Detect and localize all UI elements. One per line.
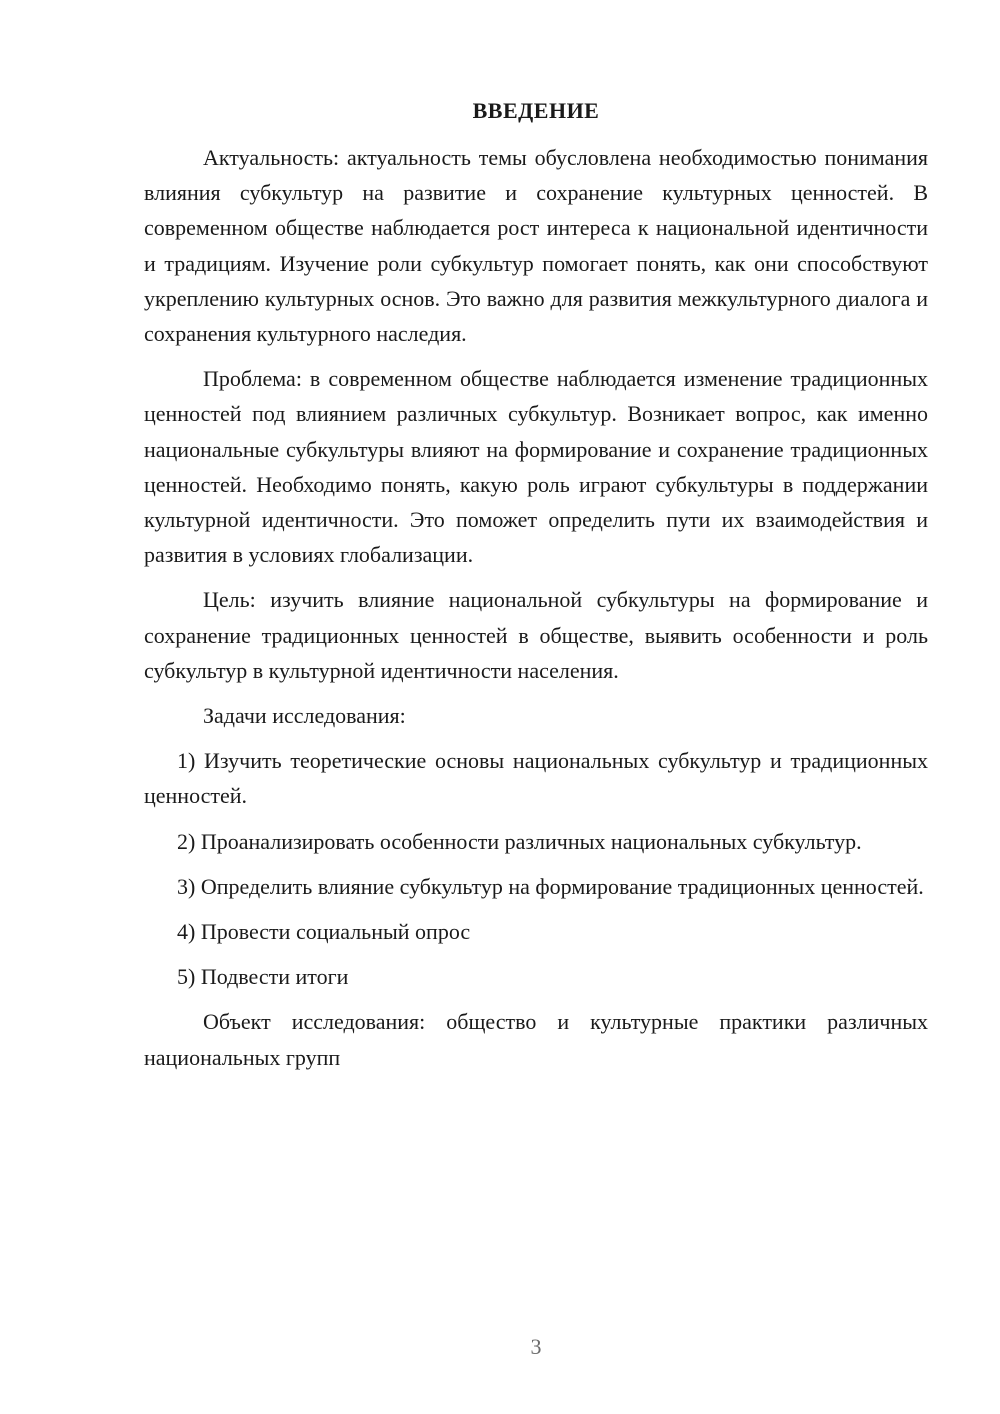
body-text <box>144 140 928 1085</box>
paragraph-tasks-heading: Задачи исследования: <box>203 703 406 729</box>
task-item-1: 1) Изучить теоретические основы национальных субкультур и традиционных ценностей. <box>144 748 928 809</box>
paragraph-relevance: Актуальность: актуальность темы обусловлена необходимостью понимания влияния субкультур на развитие и сохранение культурных ценностей. В современном обществе наблюдается рост интереса к национальной идентичности и традициям. Изучение роли субкультур помогает понять, как они способствуют укреплению культурных основ. Это важно для развития межкультурного диалога и сохранения культурного наследия. <box>144 145 928 347</box>
task-item-4: 4) Провести социальный опрос <box>177 919 471 945</box>
paragraph-object: Объект исследования: общество и культурные практики различных национальных групп <box>144 1009 928 1070</box>
task-item-2: 2) Проанализировать особенности различных национальных субкультур. <box>177 828 862 854</box>
paragraph-goal: Цель: изучить влияние национальной субкультуры на формирование и сохранение традиционных ценностей в обществе, выявить особенности и роль субкультур в культурной идентичности населения. <box>144 587 928 683</box>
task-item-5: 5) Подвести итоги <box>177 964 349 990</box>
paragraph-problem: Проблема: в современном обществе наблюдается изменение традиционных ценностей под влиянием различных субкультур. Возникает вопрос, как именно национальные субкультуры влияют на формирование и сохранение традиционных ценностей. Необходимо понять, какую роль играют субкультуры в поддержании культурной идентичности. Это поможет определить пути их взаимодействия и развития в условиях глобализации. <box>144 366 928 568</box>
page-number: 3 <box>530 1334 542 1359</box>
task-item-3: 3) Определить влияние субкультур на формирование традиционных ценностей. <box>177 873 924 899</box>
section-title: ВВЕДЕНИЕ <box>472 98 600 123</box>
